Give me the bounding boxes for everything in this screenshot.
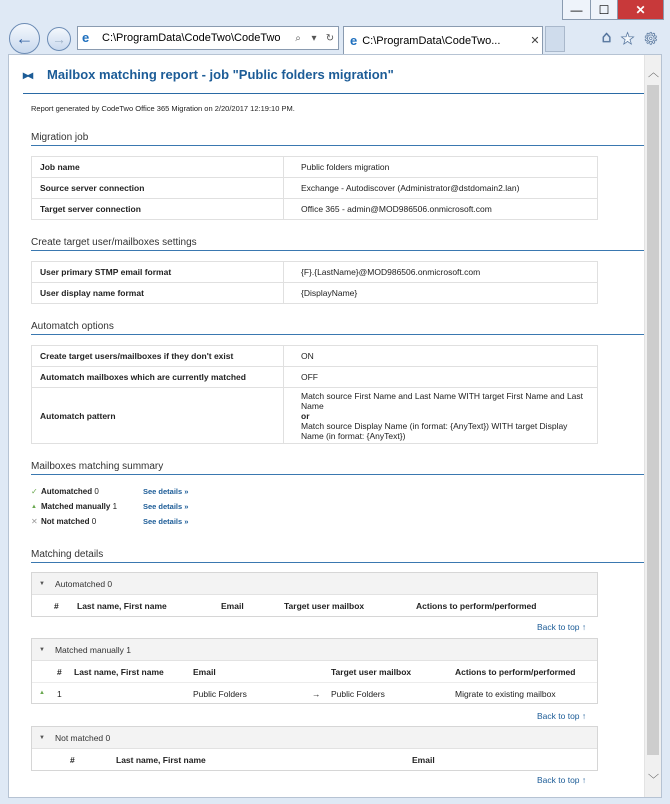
group-header[interactable]: [32, 639, 597, 661]
forward-button[interactable]: →: [47, 27, 71, 51]
summary-label: Matched manually: [41, 502, 111, 511]
column-headers: [32, 749, 597, 770]
see-details-link[interactable]: See details »: [143, 517, 189, 526]
row-value: OFF: [284, 367, 598, 388]
back-button[interactable]: ←: [9, 23, 40, 54]
address-bar[interactable]: [77, 26, 339, 50]
back-to-top-link[interactable]: Back to top ↑: [537, 622, 587, 632]
section-divider: [31, 250, 644, 251]
close-button[interactable]: ✕: [617, 0, 663, 19]
section-divider: [31, 145, 644, 146]
tab-label: C:\ProgramData\CodeTwo...: [362, 34, 501, 47]
row-value: Public folders migration: [284, 157, 598, 178]
create-settings-table: [31, 261, 598, 304]
table-row: [32, 283, 598, 304]
column-header: Last name, First name: [74, 667, 164, 677]
summary-item-notmatched: [31, 517, 189, 526]
table-row: [32, 199, 598, 220]
row-key: User display name format: [32, 283, 284, 304]
summary-count: 1: [112, 502, 118, 511]
row-number: 1: [57, 689, 62, 699]
table-row: [32, 388, 598, 444]
column-header: Last name, First name: [116, 755, 206, 765]
migration-job-table: [31, 156, 598, 220]
collapse-icon[interactable]: ▼: [39, 734, 45, 741]
group-title: Automatched 0: [54, 578, 113, 589]
pattern-value: [284, 388, 598, 444]
section-migration-job: Migration job: [31, 132, 89, 143]
triangle-icon: ▲: [39, 690, 45, 696]
row-value: Exchange - Autodiscover (Administrator@dstdomain2.lan): [284, 178, 598, 199]
window-titlebar: [0, 0, 670, 22]
column-header: #: [70, 755, 75, 765]
column-header: #: [54, 601, 59, 611]
table-row: [32, 367, 598, 388]
minimize-button[interactable]: —: [563, 0, 590, 19]
row-key: Automatch pattern: [32, 388, 284, 444]
column-header: Email: [221, 601, 244, 611]
section-automatch: Automatch options: [31, 321, 114, 332]
summary-label: Automatched: [41, 487, 93, 496]
window-controls: [562, 0, 664, 20]
summary-label: Not matched: [41, 517, 90, 526]
page-icon: e: [82, 30, 90, 45]
section-details: Matching details: [31, 549, 104, 560]
back-to-top-link[interactable]: Back to top ↑: [537, 711, 587, 721]
see-details-link[interactable]: See details »: [143, 487, 189, 496]
generated-line: Report generated by CodeTwo Office 365 Migration on 2/20/2017 12:19:10 PM.: [31, 104, 295, 113]
tab-report[interactable]: [343, 26, 543, 54]
favorites-icon[interactable]: ★: [620, 31, 635, 48]
scroll-up-icon[interactable]: ︿: [648, 66, 659, 79]
vertical-scrollbar[interactable]: [644, 55, 661, 797]
table-row: [32, 178, 598, 199]
see-details-link[interactable]: See details »: [143, 502, 189, 511]
summary-item-automatched: [31, 487, 189, 496]
row-key: Target server connection: [32, 199, 284, 220]
search-icon[interactable]: ⌕: [295, 32, 301, 44]
match-icon: ▸◂: [23, 67, 32, 82]
tab-close-icon[interactable]: ✕: [530, 35, 540, 47]
gear-icon[interactable]: ⚙: [643, 31, 658, 48]
section-divider: [31, 474, 644, 475]
table-row: [32, 157, 598, 178]
row-key: User primary STMP email format: [32, 262, 284, 283]
cross-icon: ✕: [31, 517, 38, 526]
new-tab-button[interactable]: [545, 26, 565, 52]
summary-count: 0: [91, 517, 97, 526]
refresh-icon[interactable]: ↻: [325, 32, 335, 44]
report-title: [23, 67, 394, 82]
dropdown-icon[interactable]: ▾: [311, 32, 317, 44]
group-manual: [31, 638, 598, 704]
row-key: Automatch mailboxes which are currently matched: [32, 367, 284, 388]
scroll-down-icon[interactable]: ﹀: [648, 773, 659, 786]
tab-page-icon: e: [350, 33, 358, 48]
column-header: Email: [412, 755, 435, 765]
column-headers: [32, 595, 597, 616]
column-header: Target user mailbox: [284, 601, 365, 611]
column-header: Actions to perform/performed: [455, 667, 576, 677]
title-divider: [23, 93, 644, 94]
section-divider: [31, 562, 644, 563]
group-title: Not matched 0: [54, 732, 111, 743]
scrollbar-thumb[interactable]: [647, 85, 659, 755]
row-value: {F}.{LastName}@MOD986506.onmicrosoft.com: [284, 262, 598, 283]
arrow-icon: →: [312, 689, 321, 699]
group-automatched: [31, 572, 598, 617]
summary-count: 0: [94, 487, 99, 496]
pattern-line: Match source Display Name (in format: {AnyText}) WITH target Display Name (in format: {AnyText}): [301, 420, 568, 441]
table-row: [32, 262, 598, 283]
pattern-or: or: [301, 410, 310, 421]
back-to-top-link[interactable]: Back to top ↑: [537, 775, 587, 785]
report-title-text: Mailbox matching report - job "Public folders migration": [47, 67, 394, 82]
row-value: {DisplayName}: [284, 283, 598, 304]
pattern-line: Match source First Name and Last Name WITH target First Name and Last Name: [301, 390, 584, 411]
column-headers: [32, 661, 597, 682]
table-row[interactable]: [32, 682, 597, 703]
row-target: Public Folders: [331, 689, 385, 699]
address-text[interactable]: C:\ProgramData\CodeTwo\CodeTwo: [102, 32, 281, 44]
row-key: Create target users/mailboxes if they don't exist: [32, 346, 284, 367]
column-header: Actions to perform/performed: [416, 601, 537, 611]
group-notmatched: [31, 726, 598, 771]
section-divider: [31, 334, 644, 335]
check-icon: ✓: [31, 487, 38, 496]
browser-tools: [602, 29, 658, 49]
browser-toolbar: [0, 22, 670, 54]
section-summary: Mailboxes matching summary: [31, 461, 164, 472]
automatch-table: [31, 345, 598, 444]
row-key: Job name: [32, 157, 284, 178]
row-value: ON: [284, 346, 598, 367]
table-row: [32, 346, 598, 367]
summary-item-manual: [31, 502, 189, 511]
row-key: Source server connection: [32, 178, 284, 199]
row-action: Migrate to existing mailbox: [455, 689, 556, 699]
maximize-button[interactable]: ☐: [590, 0, 617, 19]
group-title: Matched manually 1: [54, 644, 132, 655]
group-header[interactable]: [32, 573, 597, 595]
section-create-settings: Create target user/mailboxes settings: [31, 237, 197, 248]
row-value: Office 365 - admin@MOD986506.onmicrosoft.com: [284, 199, 598, 220]
collapse-icon[interactable]: ▼: [39, 646, 45, 653]
home-icon[interactable]: ⌂: [601, 29, 612, 46]
row-email: Public Folders: [193, 689, 247, 699]
triangle-icon: ▲: [31, 503, 37, 510]
column-header: Email: [193, 667, 216, 677]
group-header[interactable]: [32, 727, 597, 749]
collapse-icon[interactable]: ▼: [39, 580, 45, 587]
column-header: #: [57, 667, 62, 677]
page-viewport: [8, 54, 662, 798]
column-header: Target user mailbox: [331, 667, 412, 677]
column-header: Last name, First name: [77, 601, 167, 611]
